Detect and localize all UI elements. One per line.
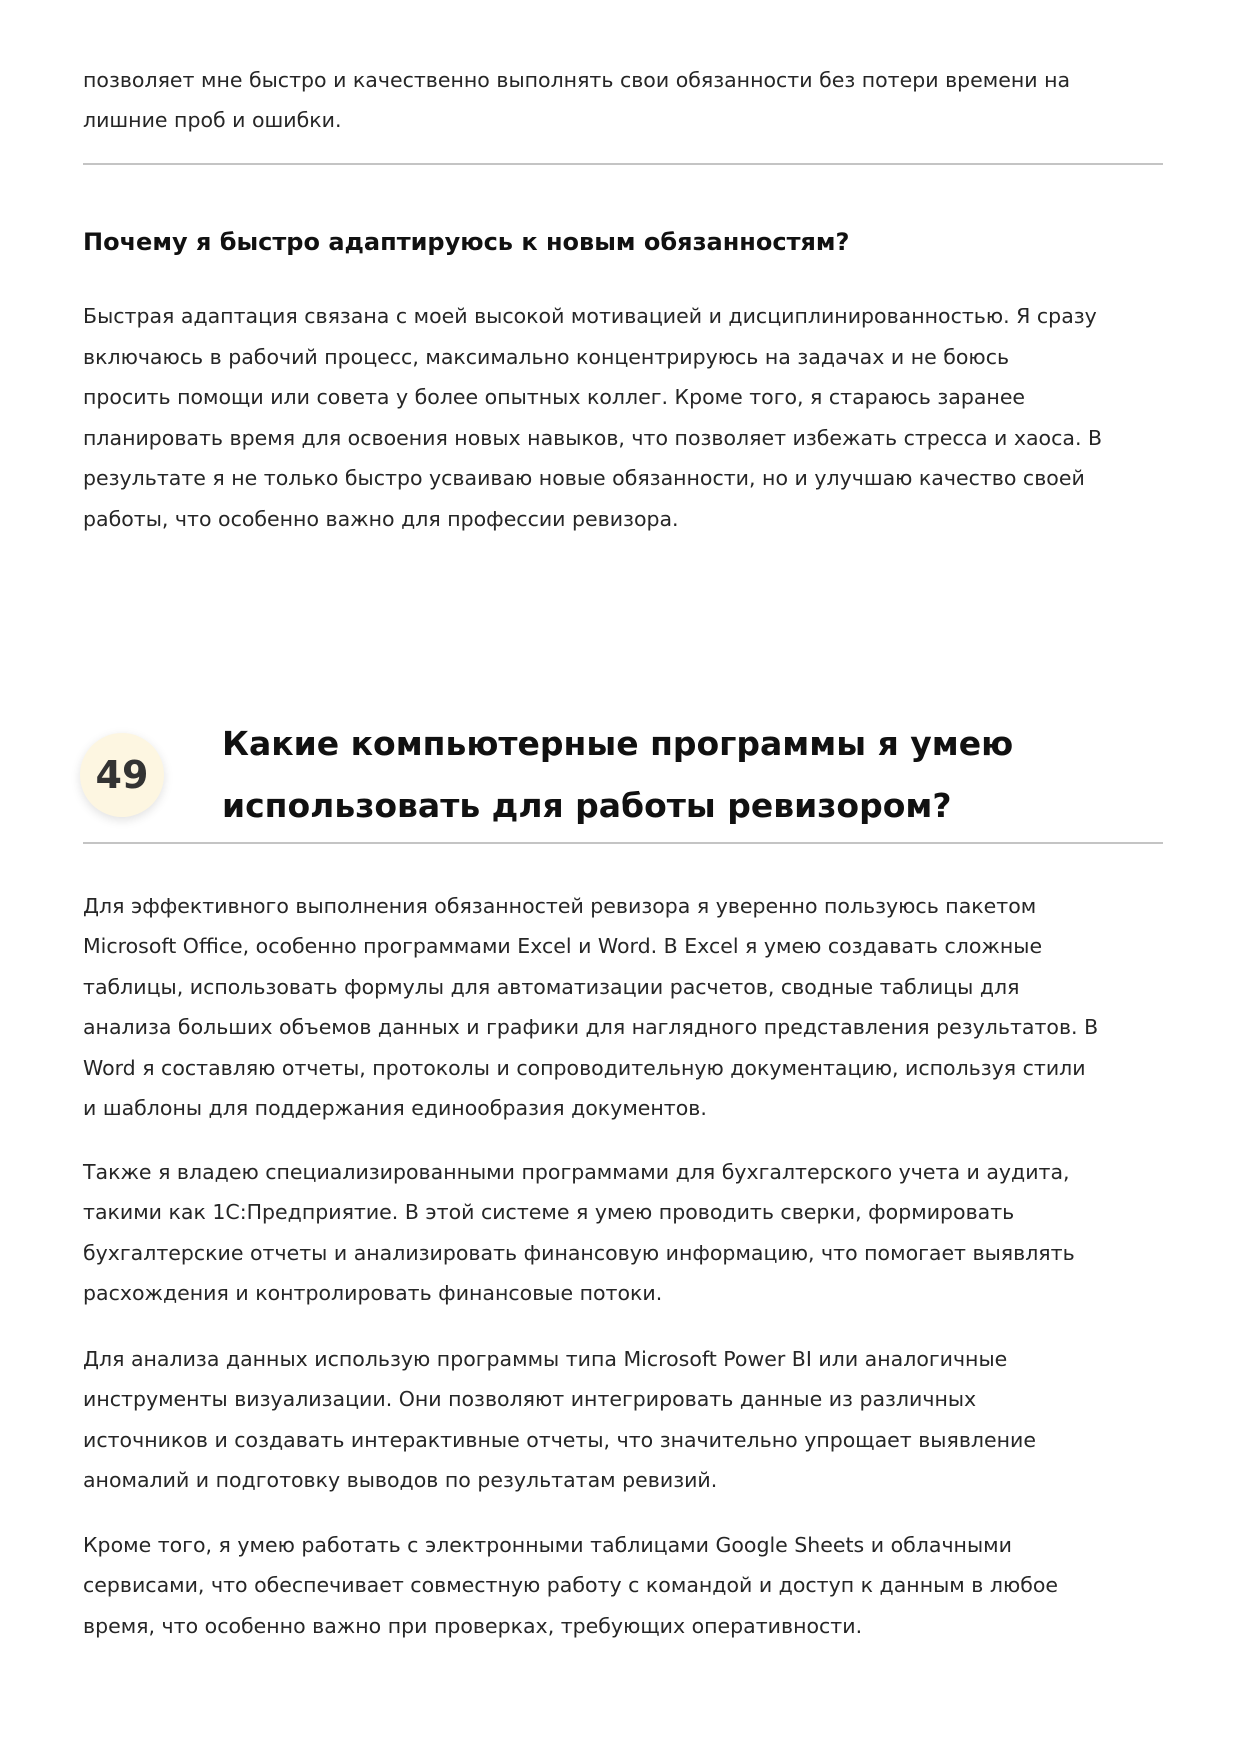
text-line: работы, что особенно важно для профессии ревизора. <box>83 506 679 531</box>
section-paragraph-1 <box>83 886 1173 1128</box>
text-line: инструменты визуализации. Они позволяют интегрировать данные из различных <box>83 1387 977 1412</box>
text-line: расхождения и контролировать финансовые потоки. <box>83 1281 663 1306</box>
text-line: источников и создавать интерактивные отчеты, что значительно упрощает выявление <box>83 1427 1036 1452</box>
intro-paragraph <box>83 60 1173 141</box>
section-paragraph-4 <box>83 1525 1173 1646</box>
text-line: просить помощи или совета у более опытных коллег. Кроме того, я стараюсь заранее <box>83 385 1026 410</box>
text-line: и шаблоны для поддержания единообразия документов. <box>83 1096 707 1121</box>
section-paragraph-3 <box>83 1339 1173 1501</box>
text-line: такими как 1С:Предприятие. В этой системе я умею проводить сверки, формировать <box>83 1200 1015 1225</box>
text-line: Быстрая адаптация связана с моей высокой мотивацией и дисциплинированностью. Я сразу <box>83 304 1097 328</box>
subsection-paragraph <box>83 296 1173 540</box>
text-line: бухгалтерские отчеты и анализировать финансовую информацию, что помогает выявлять <box>83 1240 1075 1265</box>
text-line: планировать время для освоения новых навыков, что позволяет избежать стресса и хаоса. В <box>83 425 1103 450</box>
title-line: использовать для работы ревизором? <box>222 786 952 825</box>
subsection-title: Почему я быстро адаптируюсь к новым обязанностям? <box>83 228 850 256</box>
text-line: время, что особенно важно при проверках, требующих оперативности. <box>83 1613 863 1638</box>
text-line: Microsoft Office, особенно программами Excel и Word. В Excel я умею создавать сложные <box>83 934 1043 959</box>
text-line: аномалий и подготовку выводов по результатам ревизий. <box>83 1468 718 1493</box>
text-line: позволяет мне быстро и качественно выполнять свои обязанности без потери времени на <box>83 68 1071 92</box>
text-line: Для анализа данных использую программы типа Microsoft Power BI или аналогичные <box>83 1347 1008 1371</box>
text-line: анализа больших объемов данных и графики для наглядного представления результатов. В <box>83 1015 1099 1040</box>
text-line: Word я составляю отчеты, протоколы и сопроводительную документацию, используя стили <box>83 1055 1086 1080</box>
section-number-badge: 49 <box>80 733 164 817</box>
divider <box>83 163 1163 165</box>
text-line: результате я не только быстро усваиваю новые обязанности, но и улучшаю качество своей <box>83 466 1085 491</box>
text-line: лишние проб и ошибки. <box>83 108 342 133</box>
section-paragraph-2 <box>83 1152 1173 1314</box>
text-line: сервисами, что обеспечивает совместную работу с командой и доступ к данным в любое <box>83 1573 1059 1598</box>
section-divider <box>83 842 1163 844</box>
text-line: Для эффективного выполнения обязанностей ревизора я уверенно пользуюсь пакетом <box>83 894 1037 918</box>
section-title <box>222 713 1013 837</box>
text-line: таблицы, использовать формулы для автоматизации расчетов, сводные таблицы для <box>83 974 1020 999</box>
title-line: Какие компьютерные программы я умею <box>222 724 1014 763</box>
text-line: включаюсь в рабочий процесс, максимально концентрируюсь на задачах и не боюсь <box>83 344 1010 369</box>
text-line: Кроме того, я умею работать с электронными таблицами Google Sheets и облачными <box>83 1533 1012 1557</box>
text-line: Также я владею специализированными программами для бухгалтерского учета и аудита, <box>83 1160 1070 1184</box>
